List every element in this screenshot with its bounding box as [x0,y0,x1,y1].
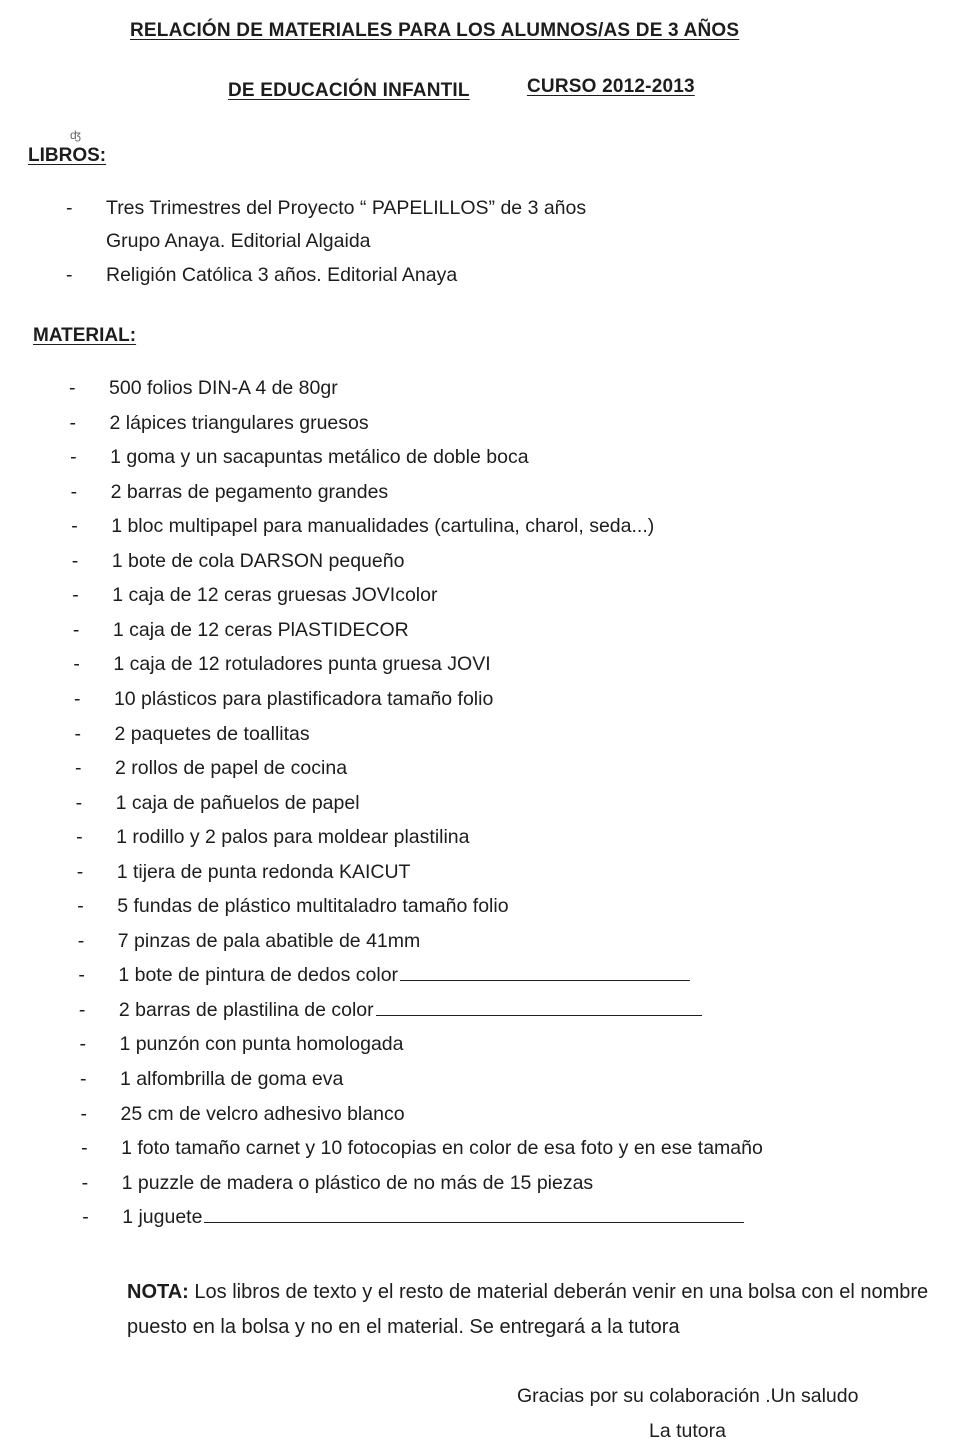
material-item [71,481,389,504]
list-dash: - [69,411,77,434]
list-dash: - [79,1033,86,1056]
list-dash: - [70,480,78,503]
list-dash: - [66,264,73,286]
material-item-text: 1 foto tamaño carnet y 10 fotocopias en color de esa foto y en ese tamaño [121,1137,763,1160]
libros-heading: LIBROS: [28,145,107,166]
fill-in-blank-line [400,979,690,981]
fill-in-blank-line [204,1221,744,1223]
list-dash: - [75,791,83,814]
closing-thanks: Gracias por su colaboración .Un saludo [517,1385,859,1407]
list-dash: - [82,1206,89,1229]
material-item-text: 1 bloc multipapel para manualidades (cartulina, charol, seda...) [111,515,655,538]
nota-label: NOTA: [127,1281,189,1303]
list-dash: - [78,964,85,987]
document-subtitle-stage: DE EDUCACIÓN INFANTIL [228,80,470,101]
list-dash: - [72,584,79,607]
material-item [79,1033,403,1056]
material-item-text: 2 lápices triangulares gruesos [109,411,369,434]
material-item [81,1103,405,1126]
libros-item-text: Tres Trimestres del Proyecto “ PAPELILLOS” de 3 años [106,197,587,219]
material-item-text: 2 paquetes de toallitas [114,722,310,745]
material-item [71,515,654,538]
material-item [79,999,702,1022]
material-item-text: 1 rodillo y 2 palos para moldear plastilina [116,826,470,849]
material-heading: MATERIAL: [33,325,137,346]
list-dash: - [81,1171,89,1194]
list-dash: - [81,1137,88,1160]
material-item-text: 1 caja de 12 rotuladores punta gruesa JOVI [113,653,491,676]
material-item [82,1172,594,1195]
material-item-text: 500 folios DIN-A 4 de 80gr [109,377,338,399]
material-item [75,757,347,780]
list-dash: - [69,377,76,399]
material-item-text: 1 juguete [122,1206,203,1229]
material-item-text: 1 goma y un sacapuntas metálico de doble boca [110,446,529,469]
material-item [73,653,490,676]
material-item [72,584,437,607]
list-dash: - [70,446,77,469]
nota-text: Los libros de texto y el resto de material deberán venir en una bolsa con el nombre puesto en la bolsa y no en el material. Se entregará a la tutora [127,1281,929,1338]
scan-speck: ʤ [70,128,81,142]
material-item-text: 1 bote de cola DARSON pequeño [111,549,405,572]
material-item [76,826,469,849]
material-item [77,895,508,918]
material-item-text: 1 caja de 12 ceras PlASTIDECOR [112,618,409,641]
material-item-text: 2 barras de plastilina de color [118,998,374,1021]
closing-signature: La tutora [649,1420,726,1442]
material-item-text: 1 tijera de punta redonda KAICUT [116,860,411,883]
list-dash: - [80,1068,87,1090]
list-dash: - [76,860,84,883]
material-item [69,377,338,400]
list-dash: - [71,515,78,538]
list-dash: - [75,757,82,780]
material-item-text: 1 alfombrilla de goma eva [120,1068,344,1090]
libros-item-continuation: Grupo Anaya. Editorial Algaida [106,230,371,252]
material-item [72,550,405,573]
material-item [78,964,690,987]
libros-item-text: Religión Católica 3 años. Editorial Anaya [106,264,458,286]
material-item-text: 1 punzón con punta homologada [119,1033,404,1056]
nota-paragraph [127,1275,956,1345]
material-item [81,1137,763,1160]
material-item-text: 1 caja de 12 ceras gruesas JOVIcolor [112,584,438,607]
material-item-text: 7 pinzas de pala abatible de 41mm [117,929,421,952]
material-item [77,861,411,884]
material-item [75,723,310,746]
material-item [80,1068,343,1091]
list-dash: - [72,618,80,641]
list-dash: - [73,687,81,710]
material-item-text: 25 cm de velcro adhesivo blanco [120,1102,405,1125]
material-item-text: 5 fundas de plástico multitaladro tamaño folio [117,895,509,918]
material-item-text: 10 plásticos para plastificadora tamaño folio [113,687,494,710]
libros-item [66,264,457,287]
document-subtitle-course: CURSO 2012-2013 [527,76,695,97]
list-dash: - [71,549,79,572]
material-item-text: 1 puzzle de madera o plástico de no más de 15 piezas [121,1171,594,1194]
material-item [73,619,409,642]
material-item-text: 1 bote de pintura de dedos color [118,964,399,987]
document-title: RELACIÓN DE MATERIALES PARA LOS ALUMNOS/AS DE 3 AÑOS [130,20,740,41]
material-item-text: 1 caja de pañuelos de papel [115,791,360,814]
material-item [78,930,420,953]
material-item [74,688,493,711]
material-item [70,446,528,469]
material-item-text: 2 rollos de papel de cocina [115,757,348,780]
list-dash: - [77,929,85,952]
list-dash: - [66,197,73,219]
list-dash: - [77,895,84,918]
material-item-text: 2 barras de pegamento grandes [110,480,389,503]
list-dash: - [80,1102,88,1125]
material-item [82,1206,744,1229]
material-item [76,792,360,815]
material-item [70,412,369,435]
list-dash: - [76,826,83,849]
list-dash: - [73,653,80,676]
list-dash: - [78,998,86,1021]
libros-item [66,197,586,220]
fill-in-blank-line [376,1014,702,1016]
list-dash: - [74,722,81,745]
